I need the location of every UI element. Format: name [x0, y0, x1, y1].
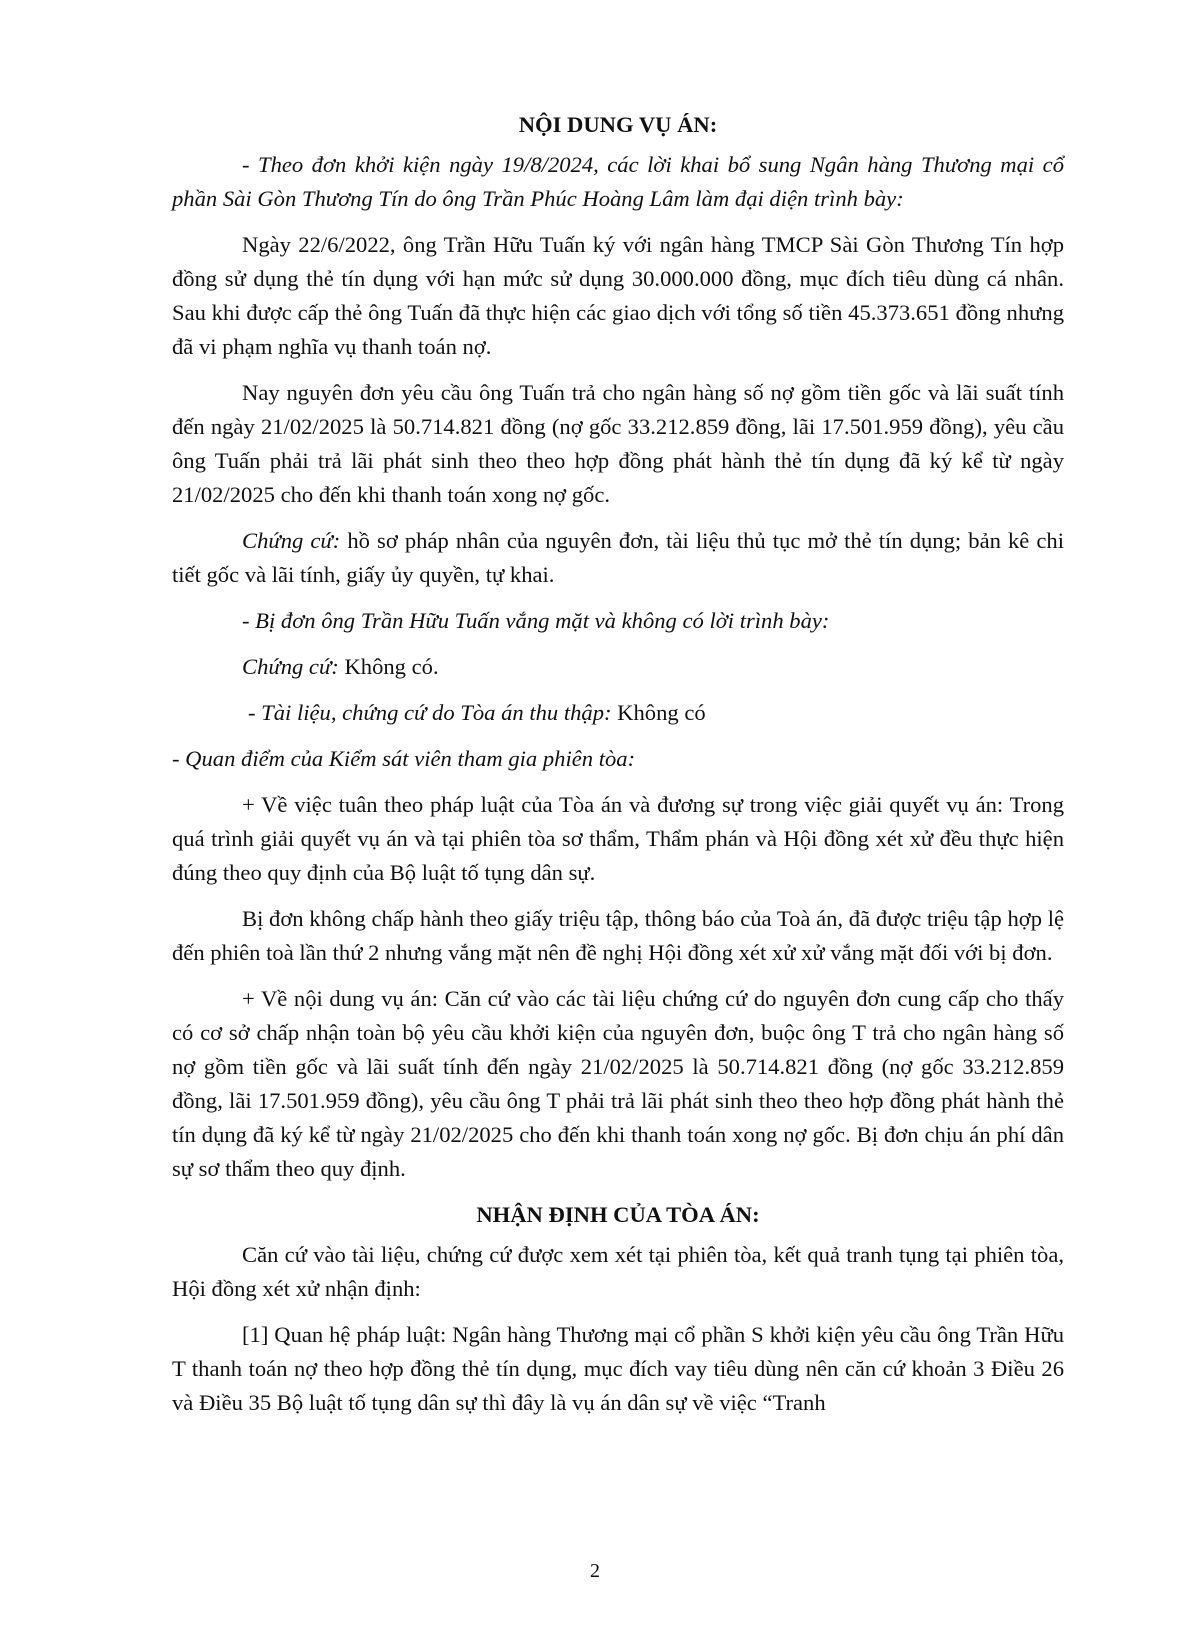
paragraph-defendant-evidence	[172, 650, 1064, 684]
defendant-intro: - Bị đơn ông Trần Hữu Tuấn vắng mặt và không có lời trình bày:	[242, 608, 830, 633]
evidence-label: Chứng cứ:	[242, 528, 341, 553]
evidence-label: Chứng cứ:	[242, 654, 339, 679]
paragraph-defendant-absence: Bị đơn không chấp hành theo giấy triệu tập, thông báo của Toà án, đã được triệu tập hợp lệ đến phiên toà lần thứ 2 nhưng vắng mặt nên đề nghị Hội đồng xét xử xử vắng mặt đối với bị đơn.	[172, 906, 1064, 965]
section-title-court-assessment: NHẬN ĐỊNH CỦA TÒA ÁN:	[476, 1202, 760, 1227]
paragraph-court-documents	[172, 696, 1064, 730]
paragraph-case-merits: + Về nội dung vụ án: Căn cứ vào các tài liệu chứng cứ do nguyên đơn cung cấp cho thấy có cơ sở chấp nhận toàn bộ yêu cầu khởi kiện của nguyên đơn, buộc ông T trả cho ngân hàng số nợ gồm tiền gốc và lãi suất tính đến ngày 21/02/2025 là 50.714.821 đồng (nợ gốc 33.212.859 đồng, lãi 17.501.959 đồng), yêu cầu ông T phải trả lãi phát sinh theo theo hợp đồng phát hành thẻ tín dụng đã ký kể từ ngày 21/02/2025 cho đến khi thanh toán xong nợ gốc. Bị đơn chịu án phí dân sự sơ thẩm theo quy định.	[172, 986, 1064, 1181]
prosecutor-intro: - Quan điểm của Kiểm sát viên tham gia phiên tòa:	[172, 746, 636, 771]
paragraph-contract: Ngày 22/6/2022, ông Trần Hữu Tuấn ký với ngân hàng TMCP Sài Gòn Thương Tín hợp đồng sử dụng thẻ tín dụng với hạn mức sử dụng 30.000.000 đồng, mục đích tiêu dùng cá nhân. Sau khi được cấp thẻ ông Tuấn đã thực hiện các giao dịch với tổng số tiền 45.373.651 đồng nhưng đã vi phạm nghĩa vụ thanh toán nợ.	[172, 232, 1064, 359]
evidence-text: hồ sơ pháp nhân của nguyên đơn, tài liệu thủ tục mở thẻ tín dụng; bản kê chi tiết gốc và lãi tính, giấy ủy quyền, tự khai.	[172, 528, 1064, 587]
plaintiff-intro: - Theo đơn khởi kiện ngày 19/8/2024, các lời khai bổ sung Ngân hàng Thương mại cổ phần Sài Gòn Thương Tín do ông Trần Phúc Hoàng Lâm làm đại diện trình bày:	[172, 152, 1064, 211]
court-docs-label: - Tài liệu, chứng cứ do Tòa án thu thập:	[248, 700, 612, 725]
paragraph-claim: Nay nguyên đơn yêu cầu ông Tuấn trả cho ngân hàng số nợ gồm tiền gốc và lãi suất tính đến ngày 21/02/2025 là 50.714.821 đồng (nợ gốc 33.212.859 đồng, lãi 17.501.959 đồng), yêu cầu ông Tuấn phải trả lãi phát sinh theo theo hợp đồng phát hành thẻ tín dụng đã ký kể từ ngày 21/02/2025 cho đến khi thanh toán xong nợ gốc.	[172, 380, 1064, 507]
paragraph-legal-compliance: + Về việc tuân theo pháp luật của Tòa án và đương sự trong việc giải quyết vụ án: Trong quá trình giải quyết vụ án và tại phiên tòa sơ thẩm, Thẩm phán và Hội đồng xét xử đều thực hiện đúng theo quy định của Bộ luật tố tụng dân sự.	[172, 792, 1064, 885]
evidence-text: Không có.	[338, 654, 439, 679]
paragraph-plaintiff-evidence	[172, 524, 1064, 592]
paragraph-legal-relation: [1] Quan hệ pháp luật: Ngân hàng Thương mại cổ phần S khởi kiện yêu cầu ông Trần Hữu T thanh toán nợ theo hợp đồng thẻ tín dụng, mục đích vay tiêu dùng nên căn cứ khoản 3 Điều 26 và Điều 35 Bộ luật tố tụng dân sự thì đây là vụ án dân sự về việc “Tranh	[172, 1322, 1064, 1415]
page-number: 2	[590, 1560, 600, 1582]
section-title-case-content: NỘI DUNG VỤ ÁN:	[518, 112, 718, 137]
paragraph-assessment-intro: Căn cứ vào tài liệu, chứng cứ được xem xét tại phiên tòa, kết quả tranh tụng tại phiên tòa, Hội đồng xét xử nhận định:	[172, 1242, 1064, 1301]
court-docs-text: Không có	[611, 700, 706, 725]
